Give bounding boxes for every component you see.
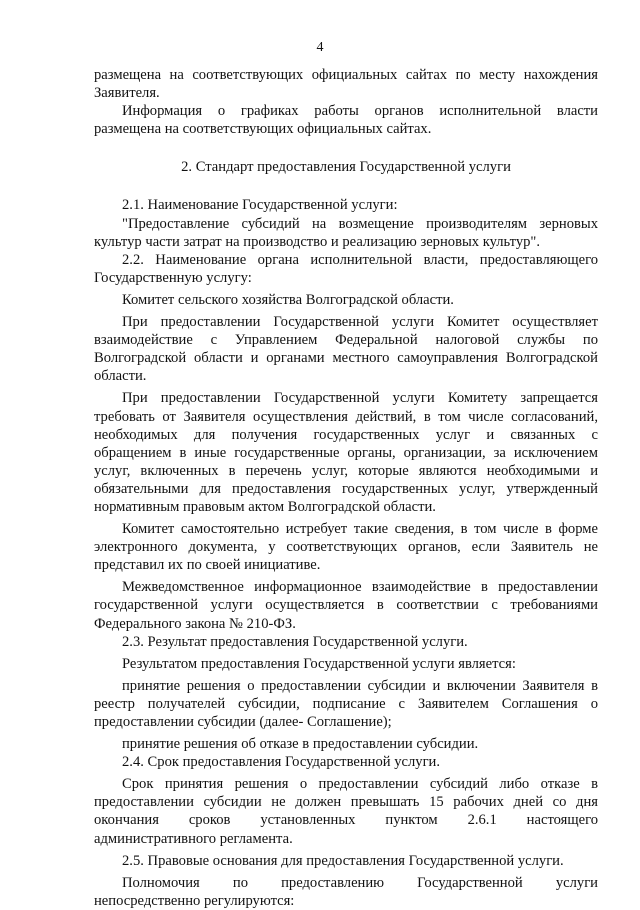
text-line: государственной услуги осуществляется в соответствии с требованиями: [94, 597, 598, 614]
text-line: 2.1. Наименование Государственной услуги:: [122, 197, 398, 214]
text-line: Межведомственное информационное взаимодействие в предоставлении: [122, 579, 598, 596]
text-line: размещена на соответствующих официальных сайтах.: [94, 121, 432, 138]
text-line: услуг, включенных в перечень услуг, которые являются необходимыми и: [94, 462, 598, 479]
text-line: нормативным правовым актом Волгоградской области.: [94, 498, 436, 515]
section-heading: 2. Стандарт предоставления Государственной услуги: [181, 159, 511, 176]
clause-2-3-item-2: [94, 735, 598, 753]
text-line: необходимых для получения государственных услуг и связанных с: [94, 426, 598, 443]
clause-2-2-interagency: [94, 578, 598, 632]
page-number: 4: [316, 40, 324, 55]
clause-2-2-title: [94, 251, 598, 287]
text-line: Волгоградской области и органами местного самоуправления Волгоградской: [94, 350, 598, 367]
text-line: При предоставлении Государственной услуги Комитет осуществляет: [122, 314, 598, 331]
text-line: 2.3. Результат предоставления Государственной услуги.: [122, 633, 468, 650]
clause-2-3-intro: [94, 655, 598, 673]
clause-2-1-body: [94, 215, 598, 251]
paragraph-intro: [94, 66, 598, 102]
text-line: Заявителя.: [94, 85, 160, 102]
text-line: взаимодействие с Управлением Федеральной налоговой службы по: [94, 332, 598, 349]
document-body: [94, 66, 598, 910]
text-line: Информация о графиках работы органов исполнительной власти: [122, 103, 598, 120]
text-line: области.: [94, 368, 147, 385]
clause-2-3-item-1: [94, 677, 598, 731]
clause-2-2-body: [94, 291, 598, 309]
paragraph-work-schedule: [94, 102, 598, 138]
text-line: Срок принятия решения о предоставлении субсидий либо отказе в: [122, 776, 598, 793]
text-line: культур части затрат на производство и реализацию зерновых культур".: [94, 233, 541, 250]
text-line: Комитет самостоятельно истребует такие сведения, в том числе в форме: [122, 521, 598, 538]
text-line: размещена на соответствующих официальных сайтах по месту нахождения: [94, 67, 598, 83]
clause-2-4-body: [94, 775, 598, 847]
text-line: 2.5. Правовые основания для предоставления Государственной услуги.: [122, 852, 564, 869]
text-line: окончания сроков установленных пунктом 2.6.1 настоящего: [94, 812, 598, 829]
text-line: электронного документа, у соответствующих органов, если Заявитель не: [94, 539, 598, 556]
clause-2-1-title: [94, 196, 598, 214]
text-line: "Предоставление субсидий на возмещение производителям зерновых: [122, 215, 598, 232]
clause-2-3-title: [94, 633, 598, 651]
text-line: предоставлении субсидии не должен превышать 15 рабочих дней со дня: [94, 794, 598, 811]
text-line: представил их по своей инициативе.: [94, 557, 321, 574]
text-line: Государственную услугу:: [94, 269, 252, 286]
clause-2-4-title: [94, 753, 598, 771]
text-line: реестр получателей субсидии, подписание с Заявителем Соглашения о: [94, 695, 598, 712]
text-line: требовать от Заявителя осуществления действий, в том числе согласований,: [94, 408, 598, 425]
text-line: обязательными для предоставления государственных услуг, утвержденный: [94, 480, 598, 497]
text-line: При предоставлении Государственной услуги Комитету запрещается: [122, 390, 598, 407]
text-line: Полномочия по предоставлению Государственной услуги: [122, 874, 598, 891]
clause-2-2-request: [94, 520, 598, 574]
text-line: непосредственно регулируются:: [94, 892, 295, 909]
text-line: принятие решения о предоставлении субсидии и включении Заявителя в: [122, 677, 598, 694]
clause-2-5-title: [94, 852, 598, 870]
clause-2-2-prohibition: [94, 389, 598, 516]
text-line: принятие решения об отказе в предоставлении субсидии.: [122, 736, 479, 753]
text-line: Результатом предоставления Государственной услуги является:: [122, 655, 516, 672]
clause-2-2-interaction: [94, 313, 598, 385]
text-line: административного регламента.: [94, 830, 293, 847]
text-line: Комитет сельского хозяйства Волгоградской области.: [122, 291, 454, 308]
text-line: 2.2. Наименование органа исполнительной власти, предоставляющего: [122, 251, 598, 268]
text-line: 2.4. Срок предоставления Государственной услуги.: [122, 754, 441, 771]
text-line: обращением в иные государственные органы, организации, за исключением: [94, 444, 598, 461]
text-line: Федерального закона № 210-ФЗ.: [94, 615, 296, 632]
text-line: предоставлении субсидии (далее- Соглашение);: [94, 714, 392, 730]
